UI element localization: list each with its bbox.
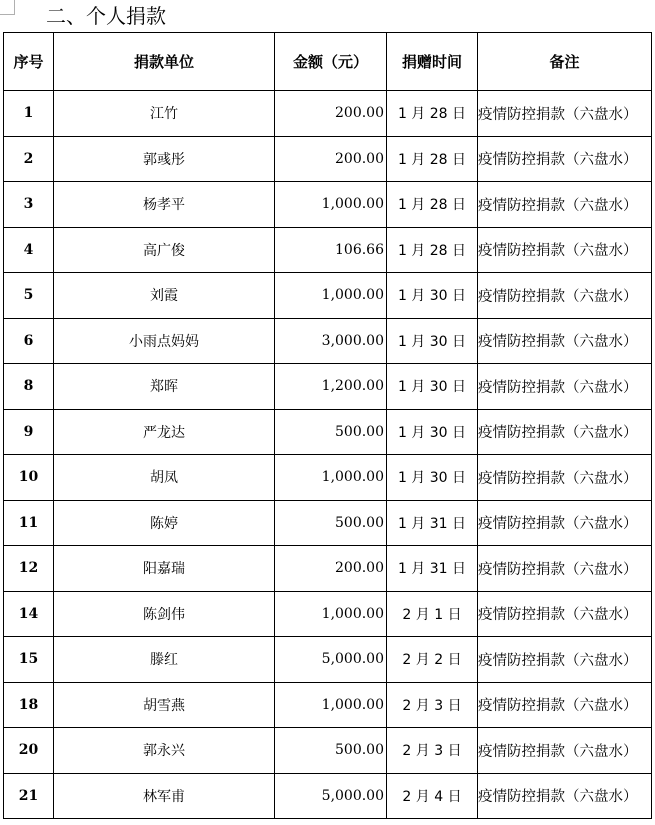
serial-no-cell: 15	[4, 637, 54, 683]
table-row	[4, 136, 652, 182]
table-row	[4, 409, 652, 455]
table-row	[4, 318, 652, 364]
donation-date-cell: 1 月 31 日	[387, 546, 478, 592]
donation-date-cell: 2 月 4 日	[387, 773, 478, 819]
amount-cell: 1,000.00	[275, 182, 387, 228]
amount-cell: 106.66	[275, 227, 387, 273]
donation-date-cell: 2 月 3 日	[387, 682, 478, 728]
donor-name-cell: 郭彧彤	[54, 136, 275, 182]
donor-name-cell: 胡凤	[54, 455, 275, 501]
table-row	[4, 546, 652, 592]
donor-name-cell: 阳嘉瑞	[54, 546, 275, 592]
amount-cell: 3,000.00	[275, 318, 387, 364]
table-row	[4, 455, 652, 501]
serial-no-cell: 20	[4, 728, 54, 774]
serial-no-cell: 12	[4, 546, 54, 592]
remarks-cell: 疫情防控捐款（六盘水）	[478, 91, 652, 137]
donation-date-cell: 1 月 28 日	[387, 227, 478, 273]
serial-no-cell: 2	[4, 136, 54, 182]
donation-date-cell: 2 月 3 日	[387, 728, 478, 774]
donor-name-cell: 陈剑伟	[54, 591, 275, 637]
serial-no-cell: 10	[4, 455, 54, 501]
serial-no-cell: 3	[4, 182, 54, 228]
serial-no-cell: 6	[4, 318, 54, 364]
table-row	[4, 682, 652, 728]
amount-cell: 1,200.00	[275, 364, 387, 410]
serial-no-cell: 18	[4, 682, 54, 728]
serial-no-cell: 14	[4, 591, 54, 637]
donor-name-cell: 江竹	[54, 91, 275, 137]
amount-cell: 1,000.00	[275, 682, 387, 728]
header-donation-date: 捐赠时间	[387, 33, 478, 91]
table-row	[4, 91, 652, 137]
amount-cell: 200.00	[275, 546, 387, 592]
donation-date-cell: 2 月 2 日	[387, 637, 478, 683]
donor-name-cell: 郑晖	[54, 364, 275, 410]
page-corner-mark	[0, 0, 15, 15]
remarks-cell: 疫情防控捐款（六盘水）	[478, 455, 652, 501]
table-row	[4, 227, 652, 273]
donation-date-cell: 2 月 1 日	[387, 591, 478, 637]
amount-cell: 5,000.00	[275, 773, 387, 819]
donation-date-cell: 1 月 28 日	[387, 91, 478, 137]
remarks-cell: 疫情防控捐款（六盘水）	[478, 500, 652, 546]
table-row	[4, 591, 652, 637]
donation-date-cell: 1 月 30 日	[387, 455, 478, 501]
donor-name-cell: 杨孝平	[54, 182, 275, 228]
header-donor: 捐款单位	[54, 33, 275, 91]
amount-cell: 500.00	[275, 728, 387, 774]
donor-name-cell: 高广俊	[54, 227, 275, 273]
donation-table	[3, 32, 652, 819]
table-row	[4, 728, 652, 774]
amount-cell: 500.00	[275, 500, 387, 546]
serial-no-cell: 1	[4, 91, 54, 137]
donation-date-cell: 1 月 30 日	[387, 409, 478, 455]
amount-cell: 1,000.00	[275, 455, 387, 501]
serial-no-cell: 8	[4, 364, 54, 410]
header-amount: 金额（元）	[275, 33, 387, 91]
donor-name-cell: 滕红	[54, 637, 275, 683]
remarks-cell: 疫情防控捐款（六盘水）	[478, 318, 652, 364]
serial-no-cell: 4	[4, 227, 54, 273]
remarks-cell: 疫情防控捐款（六盘水）	[478, 273, 652, 319]
table-header-row	[4, 33, 652, 91]
serial-no-cell: 9	[4, 409, 54, 455]
remarks-cell: 疫情防控捐款（六盘水）	[478, 546, 652, 592]
donation-date-cell: 1 月 28 日	[387, 182, 478, 228]
table-row	[4, 364, 652, 410]
remarks-cell: 疫情防控捐款（六盘水）	[478, 682, 652, 728]
amount-cell: 1,000.00	[275, 273, 387, 319]
table-row	[4, 773, 652, 819]
donor-name-cell: 陈婷	[54, 500, 275, 546]
table-row	[4, 637, 652, 683]
donor-name-cell: 刘霞	[54, 273, 275, 319]
remarks-cell: 疫情防控捐款（六盘水）	[478, 637, 652, 683]
serial-no-cell: 5	[4, 273, 54, 319]
serial-no-cell: 11	[4, 500, 54, 546]
remarks-cell: 疫情防控捐款（六盘水）	[478, 773, 652, 819]
remarks-cell: 疫情防控捐款（六盘水）	[478, 227, 652, 273]
remarks-cell: 疫情防控捐款（六盘水）	[478, 728, 652, 774]
section-title: 二、个人捐款	[46, 4, 166, 28]
donation-date-cell: 1 月 28 日	[387, 136, 478, 182]
donor-name-cell: 胡雪燕	[54, 682, 275, 728]
remarks-cell: 疫情防控捐款（六盘水）	[478, 364, 652, 410]
donation-date-cell: 1 月 30 日	[387, 318, 478, 364]
amount-cell: 5,000.00	[275, 637, 387, 683]
donor-name-cell: 林军甫	[54, 773, 275, 819]
remarks-cell: 疫情防控捐款（六盘水）	[478, 182, 652, 228]
amount-cell: 200.00	[275, 91, 387, 137]
amount-cell: 200.00	[275, 136, 387, 182]
table-row	[4, 500, 652, 546]
remarks-cell: 疫情防控捐款（六盘水）	[478, 409, 652, 455]
amount-cell: 500.00	[275, 409, 387, 455]
table-row	[4, 182, 652, 228]
header-remarks: 备注	[478, 33, 652, 91]
donor-name-cell: 小雨点妈妈	[54, 318, 275, 364]
donation-date-cell: 1 月 30 日	[387, 364, 478, 410]
remarks-cell: 疫情防控捐款（六盘水）	[478, 591, 652, 637]
amount-cell: 1,000.00	[275, 591, 387, 637]
serial-no-cell: 21	[4, 773, 54, 819]
donation-date-cell: 1 月 31 日	[387, 500, 478, 546]
donor-name-cell: 郭永兴	[54, 728, 275, 774]
table-row	[4, 273, 652, 319]
donation-date-cell: 1 月 30 日	[387, 273, 478, 319]
remarks-cell: 疫情防控捐款（六盘水）	[478, 136, 652, 182]
header-serial-no: 序号	[4, 33, 54, 91]
donor-name-cell: 严龙达	[54, 409, 275, 455]
